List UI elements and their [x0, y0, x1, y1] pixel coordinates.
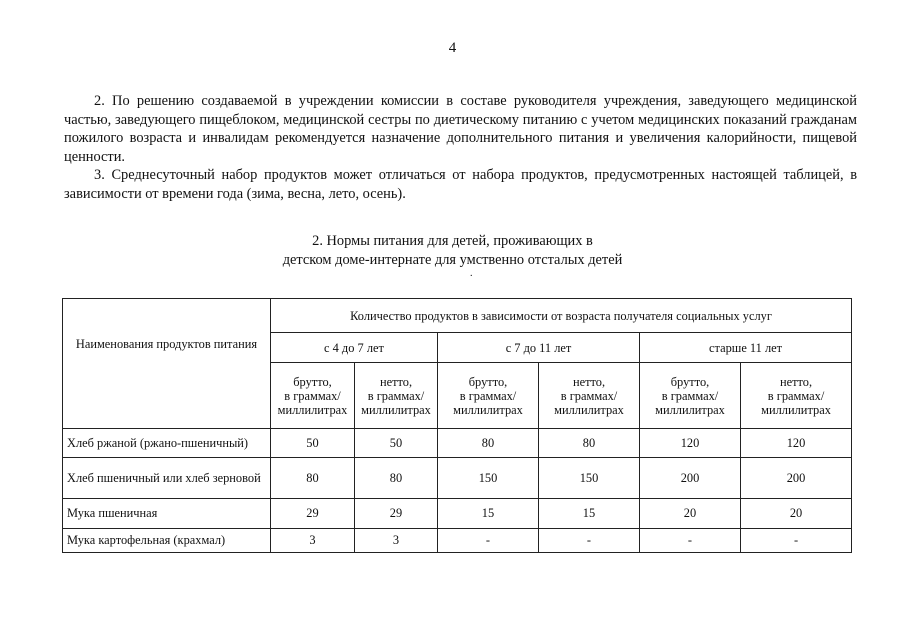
- netto-header: нетто, в граммах/ миллилитрах: [741, 363, 852, 429]
- page-number: 4: [448, 40, 457, 56]
- brutto-header: брутто, в граммах/ миллилитрах: [438, 363, 539, 429]
- value-cell: 120: [640, 429, 741, 458]
- value-cell: -: [438, 529, 539, 553]
- age-group-over-11: старше 11 лет: [640, 333, 852, 363]
- product-name: Мука картофельная (крахмал): [63, 529, 271, 553]
- value-cell: -: [741, 529, 852, 553]
- nutrition-norms-table: [62, 298, 852, 553]
- value-cell: 150: [539, 458, 640, 499]
- value-cell: 120: [741, 429, 852, 458]
- paragraph-3: 3. Среднесуточный набор продуктов может отличаться от набора продуктов, предусмотренных настоящей таблицей, в зависимости от времени года (зима, весна, лето, осень).: [64, 167, 857, 202]
- product-name-header: Наименования продуктов питания: [63, 299, 271, 429]
- value-cell: 15: [438, 499, 539, 529]
- table-row: [63, 499, 852, 529]
- value-cell: 50: [355, 429, 438, 458]
- value-cell: 80: [355, 458, 438, 499]
- brutto-header: брутто, в граммах/ миллилитрах: [271, 363, 355, 429]
- brutto-header: брутто, в граммах/ миллилитрах: [640, 363, 741, 429]
- product-name: Хлеб ржаной (ржано-пшеничный): [63, 429, 271, 458]
- value-cell: 3: [355, 529, 438, 553]
- value-cell: 80: [539, 429, 640, 458]
- value-cell: 29: [355, 499, 438, 529]
- product-name: Мука пшеничная: [63, 499, 271, 529]
- section-title: [0, 232, 905, 269]
- value-cell: 150: [438, 458, 539, 499]
- body-text: [64, 92, 857, 203]
- value-cell: 3: [271, 529, 355, 553]
- netto-header: нетто, в граммах/ миллилитрах: [539, 363, 640, 429]
- quantity-header: Количество продуктов в зависимости от возраста получателя социальных услуг: [271, 299, 852, 333]
- product-name: Хлеб пшеничный или хлеб зерновой: [63, 458, 271, 499]
- value-cell: 80: [271, 458, 355, 499]
- table-row: [63, 529, 852, 553]
- value-cell: 15: [539, 499, 640, 529]
- value-cell: 50: [271, 429, 355, 458]
- age-group-4-7: с 4 до 7 лет: [271, 333, 438, 363]
- value-cell: 80: [438, 429, 539, 458]
- section-title-line2: детском доме-интернате для умственно отсталых детей: [282, 251, 623, 268]
- value-cell: 29: [271, 499, 355, 529]
- paragraph-2: 2. По решению создаваемой в учреждении комиссии в составе руководителя учреждения, заведующего медицинской частью, заведующего пищеблоком, медицинской сестры по диетическому питанию с учетом медицинских показаний гражданам пожилого возраста и инвалидам рекомендуется назначение дополнительного питания и увеличения калорийности, пищевой ценности.: [64, 93, 857, 165]
- table-header-row: [63, 299, 852, 333]
- value-cell: -: [539, 529, 640, 553]
- netto-header: нетто, в граммах/ миллилитрах: [355, 363, 438, 429]
- stray-mark: .: [470, 268, 473, 279]
- age-group-7-11: с 7 до 11 лет: [438, 333, 640, 363]
- table-row: [63, 429, 852, 458]
- value-cell: 200: [741, 458, 852, 499]
- value-cell: 20: [741, 499, 852, 529]
- table-row: [63, 458, 852, 499]
- value-cell: 200: [640, 458, 741, 499]
- value-cell: -: [640, 529, 741, 553]
- section-title-line1: 2. Нормы питания для детей, проживающих в: [312, 233, 593, 249]
- value-cell: 20: [640, 499, 741, 529]
